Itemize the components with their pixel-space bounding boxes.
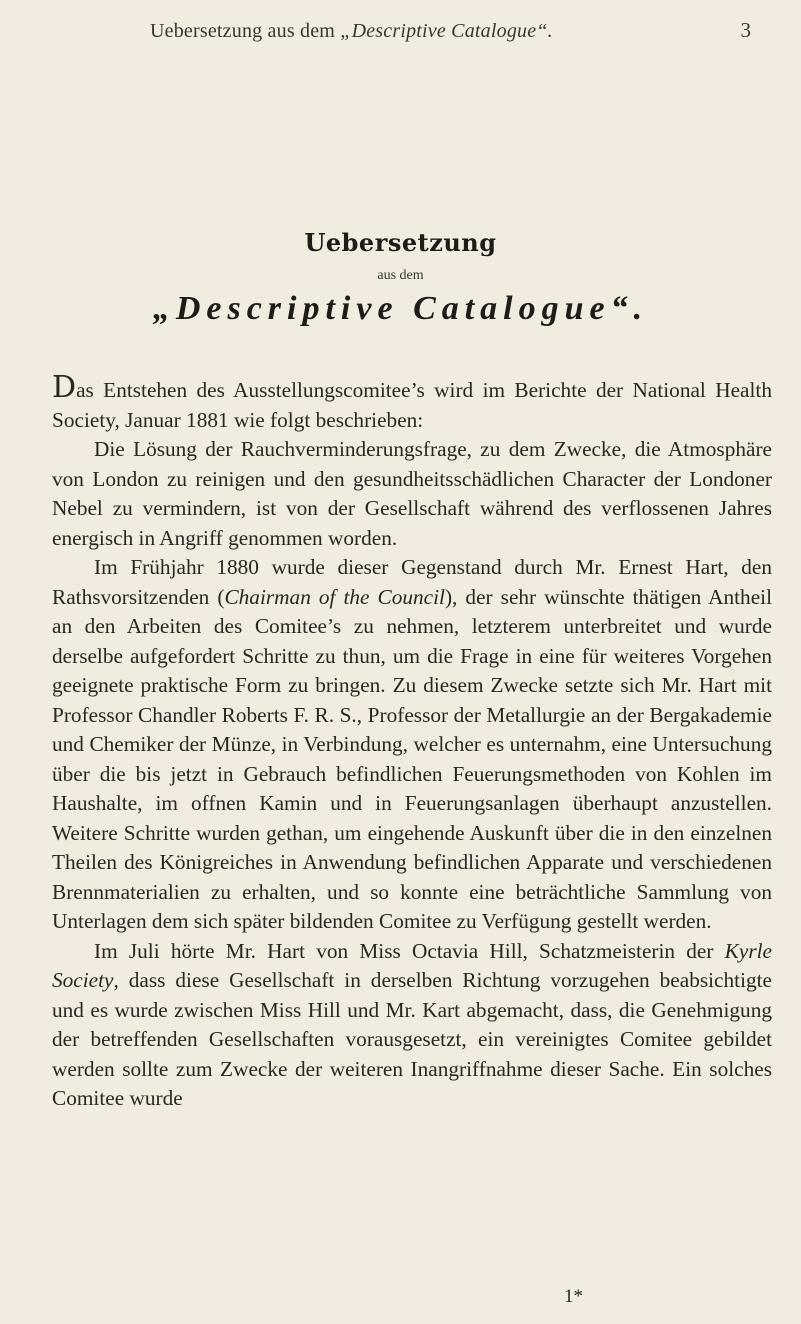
section-subtitle: aus dem — [377, 268, 424, 283]
drop-cap: D — [52, 370, 77, 405]
paragraph-4-text-b: , dass diese Gesellschaft in derselben Richtung vorzugehen beabsichtigte und es wurde zwischen Miss Hill und Mr. Kart abgemacht, dass, die Genehmigung der betreffenden Gesellschaften vorausgesetzt, ein vereinigtes Comitee gebildet werden sollte zum Zwecke der weiteren Inangriffnahme dieser Sache. Ein solches Comitee wurde — [52, 968, 772, 1110]
running-head-prefix: Uebersetzung aus dem — [150, 20, 336, 42]
paragraph-3-italic: Chairman of the Council — [224, 584, 445, 609]
body-text — [52, 370, 772, 1114]
section-title: Uebersetzung — [304, 228, 497, 257]
paragraph-3-text-b: ), der sehr wünschte thätigen Antheil an den Arbeiten des Comitee’s zu nehmen, letzterem unterbreitet und wurde derselbe aufgefordert Schritte zu thun, um die Frage in eine für weiteres Vorgehen geeignete praktische Form zu bringen. Zu diesem Zwecke setzte sich Mr. Hart mit Professor Chandler Roberts F. R. S., Professor der Metallurgie an der Bergakademie und Chemiker der Münze, in Verbindung, welcher es unternahm, eine Untersuchung über die bis jetzt in Gebrauch befindlichen Feuerungsmethoden von Kohlen im Haushalte, im offnen Kamin und in Feuerungsanlagen überhaupt anzustellen. Weitere Schritte wurden gethan, um eingehende Auskunft über die in den einzelnen Theilen des Königreiches in Anwendung befindlichen Apparate und verschiedenen Brennmaterialien zu erhalten, und so konnte eine beträchtliche Sammlung von Unterlagen dem sich später bildenden Comitee zu Verfügung gestellt werden. — [52, 584, 772, 933]
paragraph-2: Die Lösung der Rauchverminderungsfrage, zu dem Zwecke, die Atmosphäre von London zu reinigen und den gesundheitsschädlichen Character der Londoner Nebel zu vermindern, ist von der Gesellschaft während des verflossenen Jahres energisch in Angriff genommen worden. — [52, 437, 772, 550]
paragraph-4-italic: Kyrle Society — [52, 938, 772, 992]
paragraph-3-text-a: Im Frühjahr 1880 wurde dieser Gegenstand durch Mr. Ernest Hart, den Rathsvorsitzenden ( — [52, 555, 772, 609]
running-head-title: „Descriptive Catalogue“. — [340, 20, 553, 42]
signature-mark: 1* — [564, 1286, 583, 1307]
paragraph-1-text: as Entstehen des Ausstellungscomitee’s wird im Berichte der National Health Society, Januar 1881 wie folgt beschrieben: — [52, 378, 772, 432]
page-number: 3 — [740, 18, 751, 42]
paragraph-4-text-a: Im Juli hörte Mr. Hart von Miss Octavia Hill, Schatzmeisterin der — [94, 938, 725, 963]
running-head — [150, 20, 553, 43]
paragraph-4 — [52, 937, 772, 1114]
paragraph-1 — [52, 370, 772, 435]
catalogue-title: „Descriptive Catalogue“. — [152, 290, 649, 327]
paragraph-3 — [52, 553, 772, 937]
